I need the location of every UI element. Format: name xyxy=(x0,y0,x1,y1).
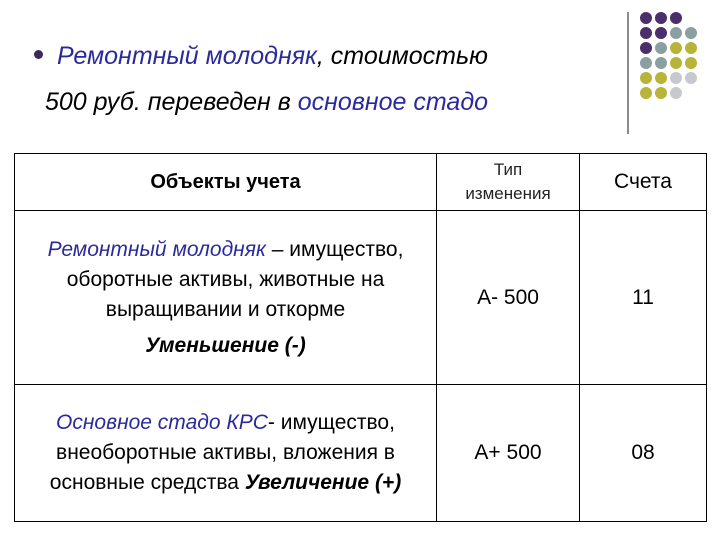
object-desc: имущество, оборотные активы, животные на выращивании и откорме xyxy=(66,237,404,321)
object-cell xyxy=(15,211,437,385)
change-type-cell: А+ 500 xyxy=(437,385,580,522)
table-row xyxy=(15,211,707,385)
decor-dot xyxy=(640,72,652,84)
object-dash: - xyxy=(267,411,275,434)
decor-dot xyxy=(655,42,667,54)
accounting-table xyxy=(14,153,707,522)
decor-dot xyxy=(670,87,682,99)
decor-dot xyxy=(685,42,697,54)
decor-dot xyxy=(685,12,697,24)
decor-divider-line xyxy=(627,12,629,134)
heading-line-2 xyxy=(45,86,488,118)
table-header-row xyxy=(15,154,707,211)
object-cell xyxy=(15,385,437,522)
heading-transfer-text: 500 руб. переведен в xyxy=(45,88,298,116)
object-change-label: Уменьшение (-) xyxy=(145,333,306,357)
decor-dot xyxy=(640,57,652,69)
decor-dot-grid xyxy=(640,12,697,99)
decor-dot xyxy=(685,57,697,69)
table-row xyxy=(15,385,707,522)
object-description xyxy=(21,408,430,498)
object-description xyxy=(21,235,430,325)
heading-cost-text: , стоимостью xyxy=(316,42,488,70)
header-objects: Объекты учета xyxy=(15,154,437,211)
decor-dot xyxy=(655,72,667,84)
decor-dot xyxy=(655,27,667,39)
header-change-type xyxy=(437,154,580,211)
heading-highlight-main-herd: основное стадо xyxy=(297,88,489,116)
decor-dot xyxy=(670,27,682,39)
decor-dot xyxy=(640,27,652,39)
decor-dot xyxy=(640,42,652,54)
heading-highlight-young-stock: Ремонтный молодняк xyxy=(57,42,317,70)
header-change-type-label: Тип изменения xyxy=(465,160,551,203)
object-title: Ремонтный молодняк xyxy=(47,237,266,261)
decor-dot xyxy=(655,57,667,69)
decor-dot xyxy=(685,72,697,84)
object-dash: – xyxy=(265,237,284,261)
decor-dot xyxy=(670,57,682,69)
object-title: Основное стадо КРС xyxy=(56,411,268,434)
header-accounts: Счета xyxy=(580,154,707,211)
bullet-icon xyxy=(34,50,43,59)
account-cell: 08 xyxy=(580,385,707,522)
change-type-cell: А- 500 xyxy=(437,211,580,385)
object-change-label: Увеличение (+) xyxy=(244,471,402,494)
decor-dot xyxy=(655,87,667,99)
decor-dot xyxy=(640,12,652,24)
decor-dot xyxy=(685,27,697,39)
decor-dot xyxy=(670,12,682,24)
decor-dot xyxy=(670,42,682,54)
decor-dot xyxy=(670,72,682,84)
decor-dot xyxy=(655,12,667,24)
account-cell: 11 xyxy=(580,211,707,385)
decor-dot xyxy=(640,87,652,99)
heading-line-1 xyxy=(34,40,488,72)
object-desc: имущество, внеоборотные активы, вложения в основные средства xyxy=(49,411,395,494)
decor-dot xyxy=(685,87,697,99)
